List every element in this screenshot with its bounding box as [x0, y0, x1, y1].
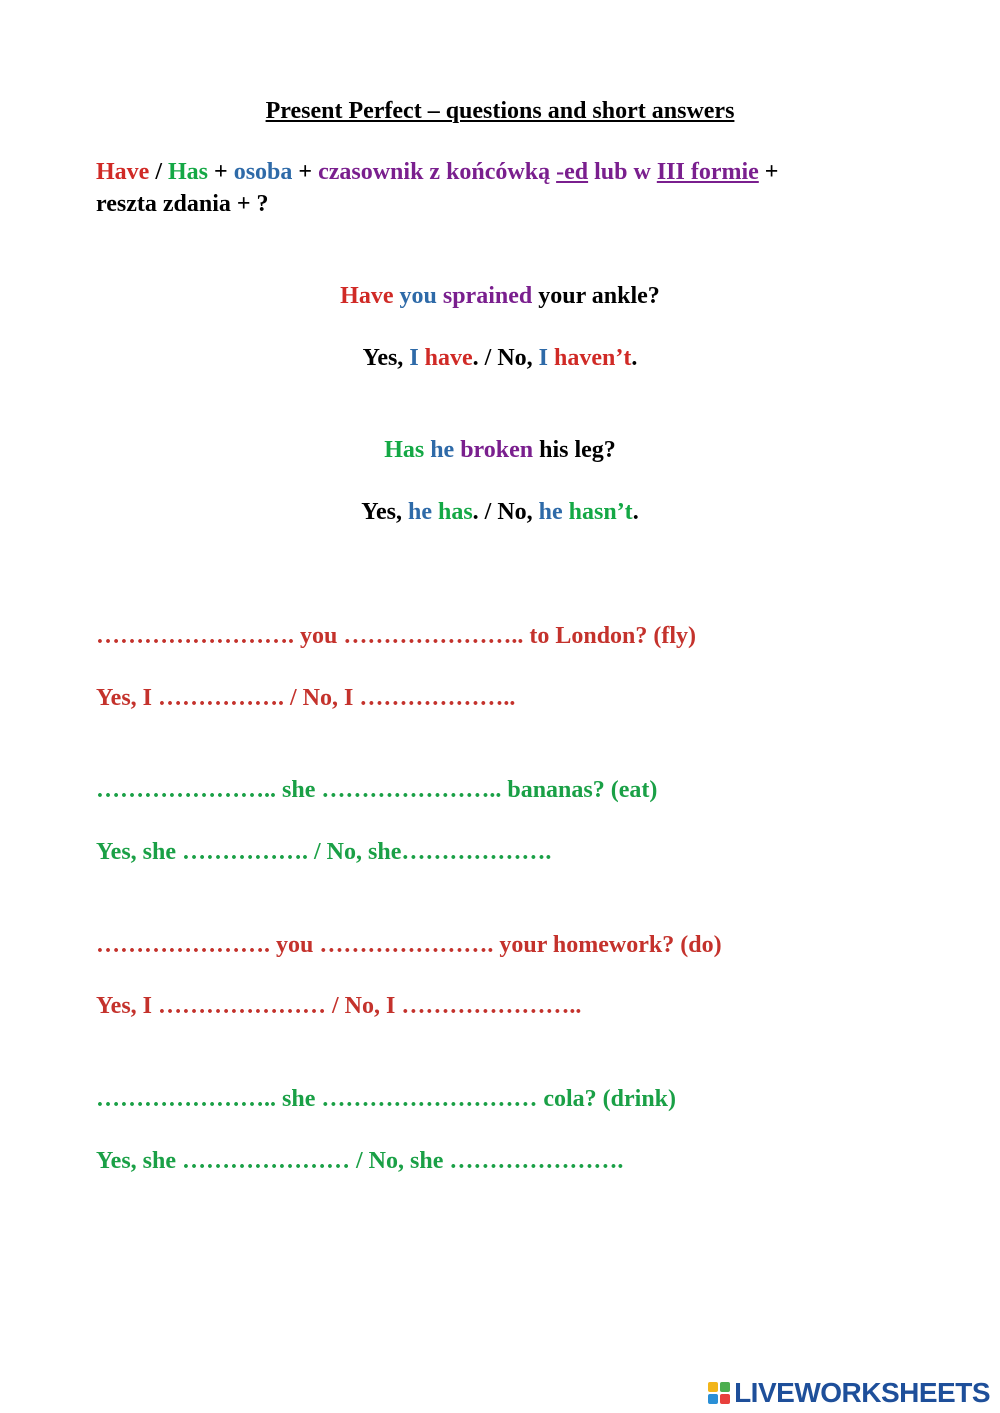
formula-line-2: reszta zdania + ?: [96, 191, 269, 217]
exercise-3-answer[interactable]: Yes, I ………………… / No, I …………………..: [96, 993, 582, 1019]
formula-have: Have: [96, 159, 150, 185]
example-1-question: [0, 281, 1000, 311]
example-1-answer: [0, 343, 1000, 373]
logo-square: [720, 1394, 730, 1404]
exercise-3-question[interactable]: …………………. you …………………. your homework? (do): [96, 932, 722, 958]
ex2-pronoun: he: [407, 499, 432, 525]
ex2-verb: broken: [460, 437, 534, 463]
ex2-end: .: [632, 499, 639, 525]
ex2-mid: . / No,: [472, 499, 539, 525]
formula-czasownik: czasownik z końcówką: [318, 159, 557, 185]
ex1-pronoun: I: [409, 345, 419, 371]
formula-plus: +: [758, 159, 779, 185]
ex2-has-short: has: [437, 499, 473, 525]
formula-lub: lub w: [588, 159, 657, 185]
ex2-hasnt: hasn’t: [568, 499, 633, 525]
ex2-has: Has: [384, 437, 425, 463]
exercise-4-question[interactable]: ………………….. she ……………………… cola? (drink): [96, 1086, 677, 1112]
ex1-you: you: [399, 283, 437, 309]
ex1-have-short: have: [424, 345, 473, 371]
ex1-yes: Yes,: [362, 345, 410, 371]
exercise-1-answer[interactable]: Yes, I ……………. / No, I ………………..: [96, 685, 516, 711]
ex1-rest: your ankle?: [538, 283, 660, 309]
ex1-mid: . / No,: [472, 345, 539, 371]
formula-has: Has: [168, 159, 209, 185]
formula-sep: /: [149, 159, 168, 185]
ex1-verb: sprained: [442, 283, 533, 309]
exercise-1-question[interactable]: ……………………. you ………………….. to London? (fly): [96, 623, 697, 649]
logo-square: [708, 1394, 718, 1404]
formula-iii-formie: III formie: [656, 159, 759, 185]
formula-plus: +: [208, 159, 234, 185]
example-2-answer: [0, 497, 1000, 527]
logo-square: [708, 1382, 718, 1392]
exercise-2-question[interactable]: ………………….. she ………………….. bananas? (eat): [96, 777, 658, 803]
ex1-havent: haven’t: [554, 345, 632, 371]
formula-osoba: osoba: [233, 159, 293, 185]
ex2-he: he: [430, 437, 455, 463]
page-title: Present Perfect – questions and short answers: [265, 98, 735, 124]
ex2-rest: his leg?: [539, 437, 616, 463]
logo-mark-icon: [708, 1382, 730, 1404]
ex2-yes: Yes,: [361, 499, 408, 525]
exercise-4-answer[interactable]: Yes, she ………………… / No, she ………………….: [96, 1148, 624, 1174]
example-2-question: [0, 435, 1000, 465]
formula-line-1: [96, 157, 916, 187]
ex1-end: .: [631, 345, 638, 371]
ex1-have: Have: [340, 283, 394, 309]
logo-square: [720, 1382, 730, 1392]
formula-plus: +: [292, 159, 319, 185]
logo-text: LIVEWORKSHEETS: [734, 1377, 990, 1408]
ex2-pronoun: he: [538, 499, 563, 525]
liveworksheets-logo: [708, 1378, 990, 1408]
ex1-pronoun: I: [538, 345, 548, 371]
exercise-2-answer[interactable]: Yes, she ……………. / No, she……………….: [96, 839, 552, 865]
formula-ed: -ed: [556, 159, 589, 185]
